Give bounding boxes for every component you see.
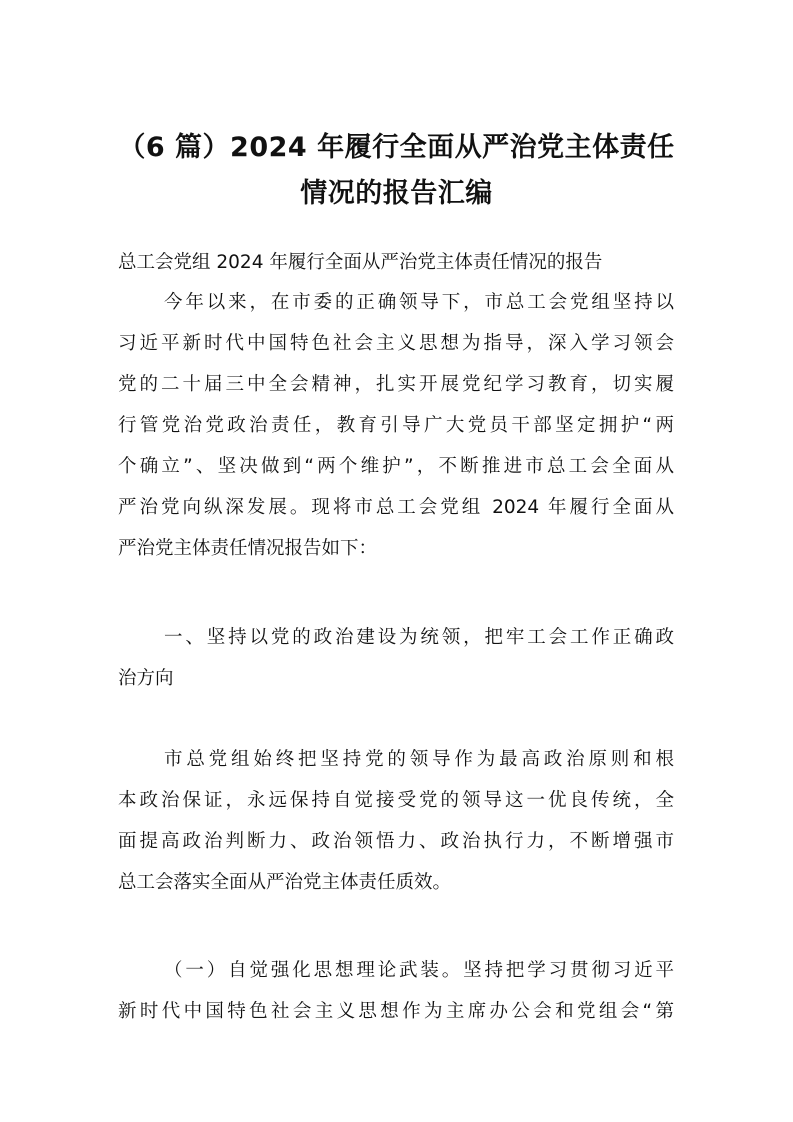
document-title-line-2: 情况的报告汇编 [300, 178, 493, 209]
paragraph-line: 个确立”、坚决做到“两个维护”，不断推进市总工会全面从 [118, 456, 674, 477]
section-subtitle: 总工会党组 2024 年履行全面从严治党主体责任情况的报告 [118, 252, 603, 273]
paragraph-line: 行管党治党政治责任，教育引导广大党员干部坚定拥护“两 [118, 415, 674, 436]
paragraph-line: 本政治保证，永远保持自觉接受党的领导这一优良传统，全 [118, 790, 674, 811]
paragraph-line: 面提高政治判断力、政治领悟力、政治执行力，不断增强市 [118, 831, 674, 852]
paragraph-line: 严治党主体责任情况报告如下： [118, 538, 378, 559]
paragraph-line: 新时代中国特色社会主义思想作为主席办公会和党组会“第 [118, 1001, 674, 1022]
section-heading-line: 一、坚持以党的政治建设为统领，把牢工会工作正确政 [164, 627, 674, 648]
paragraph-line: 总工会落实全面从严治党主体责任质效。 [118, 872, 452, 893]
paragraph-line: 党的二十届三中全会精神，扎实开展党纪学习教育，切实履 [118, 374, 674, 395]
section-heading-line: 治方向 [118, 668, 174, 689]
paragraph-line: 今年以来，在市委的正确领导下，市总工会党组坚持以 [164, 292, 674, 313]
paragraph-line: （一）自觉强化思想理论武装。坚持把学习贯彻习近平 [164, 960, 674, 981]
paragraph-line: 严治党向纵深发展。现将市总工会党组 2024 年履行全面从 [118, 497, 674, 518]
document-title-line-1: （6 篇）2024 年履行全面从严治党主体责任 [118, 132, 675, 163]
paragraph-line: 市总党组始终把坚持党的领导作为最高政治原则和根 [164, 749, 674, 770]
paragraph-line: 习近平新时代中国特色社会主义思想为指导，深入学习领会 [118, 333, 674, 354]
